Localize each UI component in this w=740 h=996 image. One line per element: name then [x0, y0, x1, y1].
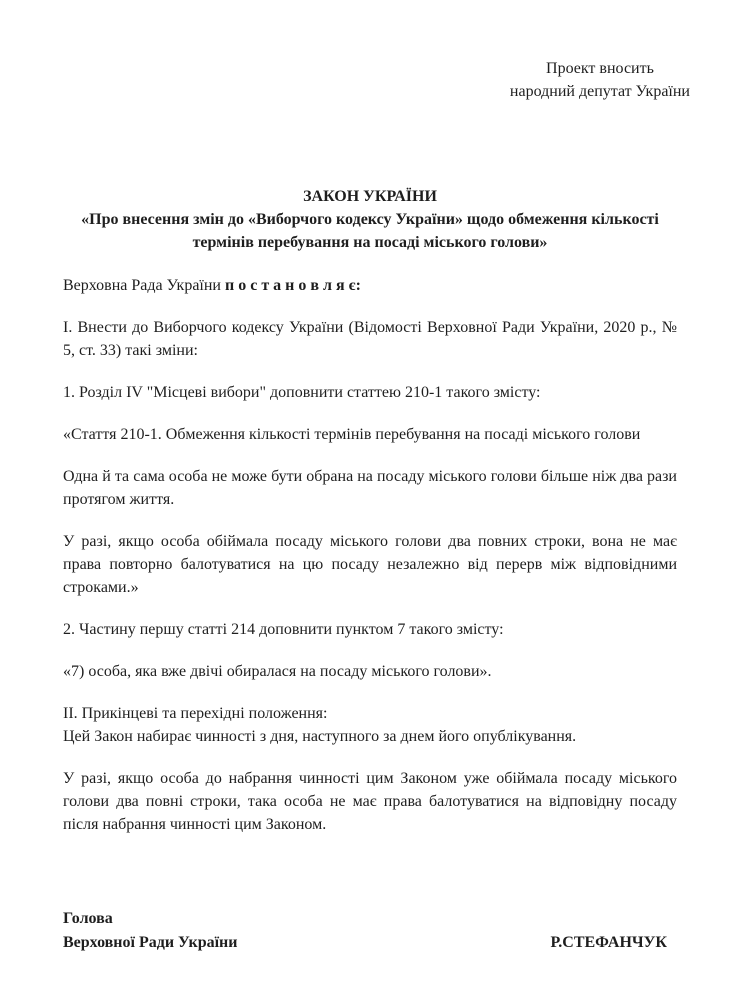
- paragraph-transitional-rule: У разі, якщо особа до набрання чинності цим Законом уже обіймала посаду міського голови два повні строки, така особа не має права балотуватися на відповідну посаду після набрання чинності цим Законом.: [63, 770, 677, 833]
- law-title-line3: термінів перебування на посаді міського голови»: [192, 234, 548, 251]
- paragraph-amendment1: 1. Розділ IV "Місцеві вибори" доповнити статтею 210-1 такого змісту:: [63, 384, 541, 401]
- paragraph-article-210-1-heading: «Стаття 210-1. Обмеження кількості термінів перебування на посаді міського голови: [63, 426, 641, 443]
- signature-role-line2: Верховної Ради України: [63, 934, 238, 951]
- signature-name: Р.СТЕФАНЧУК: [550, 934, 667, 951]
- paragraph-article-210-1-part2: У разі, якщо особа обіймала посаду міського голови два повних строки, вона не має права повторно балотуватися на цю посаду незалежно від перерв між відповідними строками.»: [63, 533, 677, 596]
- project-author-line2: народний депутат України: [509, 83, 690, 100]
- final-provisions-entry-into-force: Цей Закон набирає чинності з дня, наступного за днем його опублікування.: [63, 728, 577, 745]
- paragraph-final-provisions: [63, 702, 677, 748]
- paragraph-point7: «7) особа, яка вже двічі обиралася на посаду міського голови».: [63, 663, 492, 680]
- law-title-heading: ЗАКОН УКРАЇНИ: [303, 188, 437, 205]
- law-title-line2: «Про внесення змін до «Виборчого кодексу України» щодо обмеження кількості: [81, 211, 659, 228]
- project-author-line1: Проект вносить: [546, 60, 654, 77]
- law-title: [63, 185, 677, 254]
- paragraph-amendment2: 2. Частину першу статті 214 доповнити пунктом 7 такого змісту:: [63, 621, 504, 638]
- signature-role: [63, 907, 237, 955]
- enacting-clause: [63, 274, 677, 297]
- enacting-clause-normal: Верховна Рада України: [63, 277, 225, 294]
- project-author-note: [0, 0, 740, 103]
- paragraph-article-210-1-part1: Одна й та сама особа не може бути обрана на посаду міського голови більше ніж два рази протягом життя.: [63, 468, 677, 508]
- signature-role-line1: Голова: [63, 910, 113, 927]
- signature-block: [63, 907, 677, 955]
- paragraph-section1-intro: І. Внести до Виборчого кодексу України (Відомості Верховної Ради України, 2020 р., № 5, ст. 33) такі зміни:: [63, 319, 677, 359]
- enacting-clause-bold: п о с т а н о в л я є:: [225, 277, 361, 294]
- final-provisions-heading: ІІ. Прикінцеві та перехідні положення:: [63, 705, 328, 722]
